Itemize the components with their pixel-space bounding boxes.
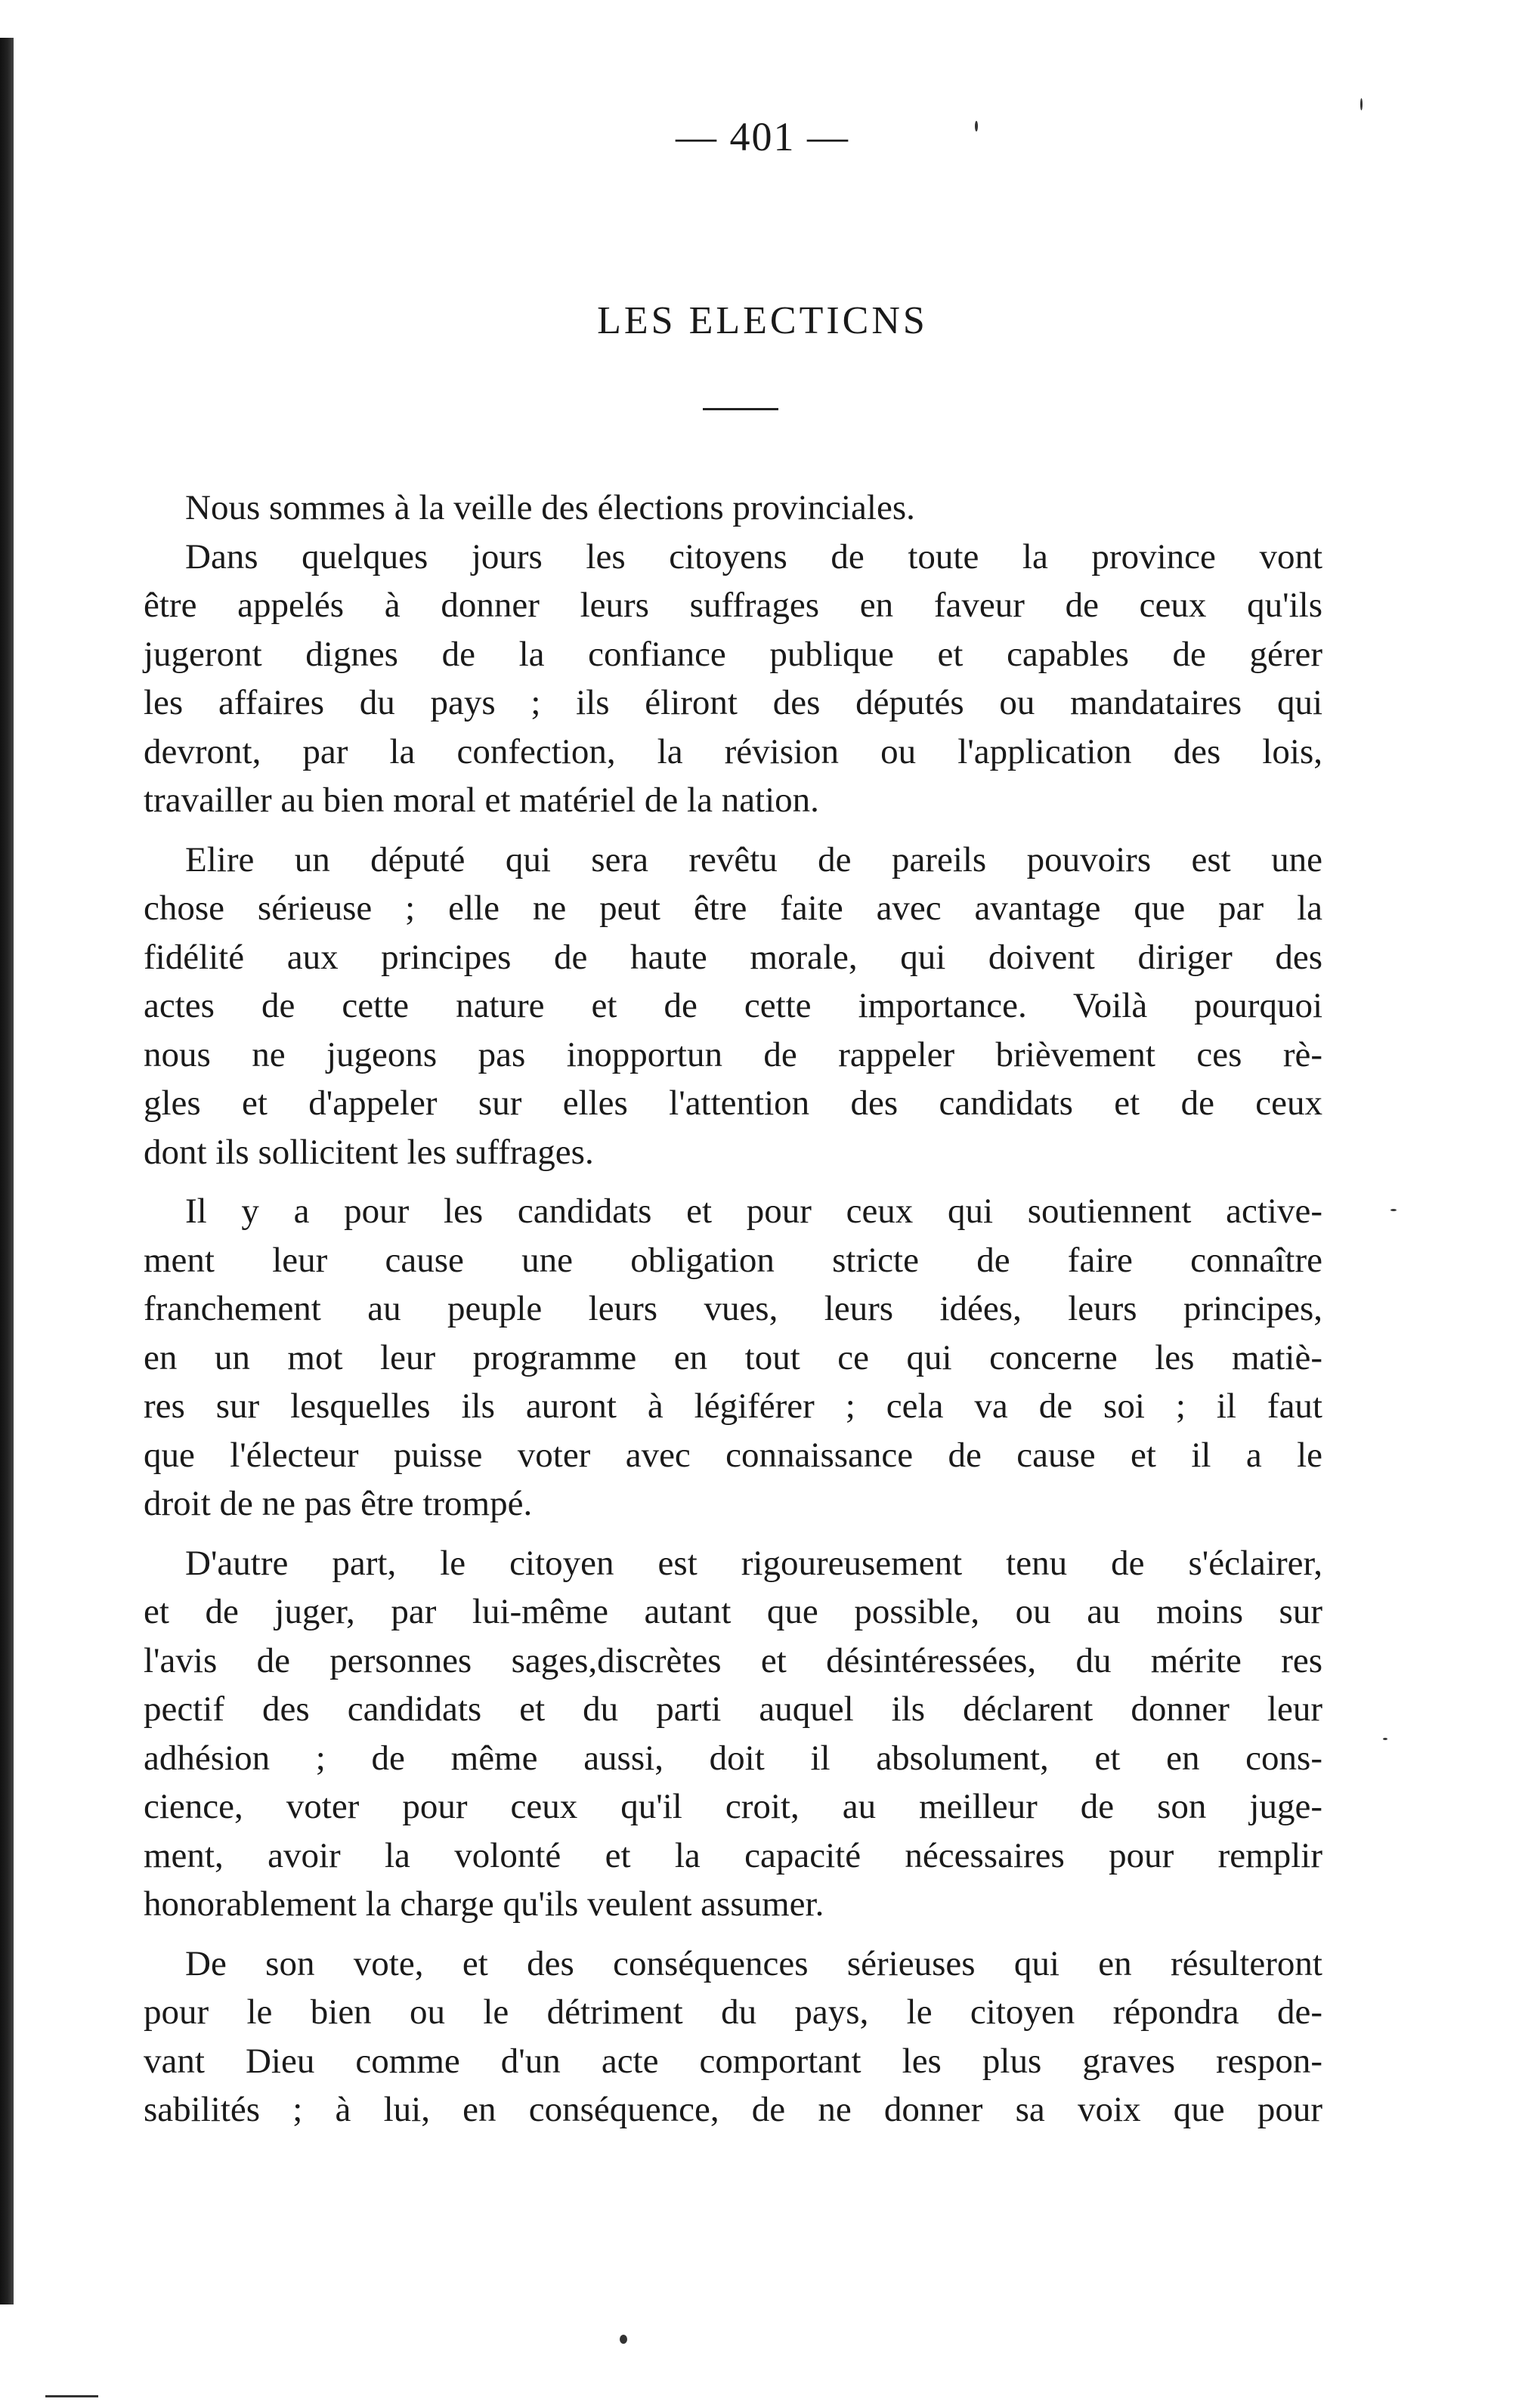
paragraph [144,1940,1322,2134]
text-line: Elire un député qui sera revêtu de pareils pouvoirs est une [185,839,1322,879]
scan-speck [45,2395,98,2397]
title-divider [703,408,778,410]
page-binding-edge [0,38,14,2304]
scan-speck [1360,98,1363,110]
text-line: res sur lesquelles ils auront à légiférer ; cela va de soi ; il faut [144,1386,1322,1426]
text-line: fidélité aux principes de haute morale, qui doivent diriger des [144,937,1322,977]
text-line: l'avis de personnes sages,discrètes et désintéressées, du mérite res [144,1640,1322,1680]
text-line: être appelés à donner leurs suffrages en faveur de ceux qu'ils [144,586,1322,625]
paragraph [144,533,1322,825]
scan-speck [1390,1209,1397,1211]
text-line: franchement au peuple leurs vues, leurs idées, leurs principes, [144,1289,1322,1328]
text-line: gles et d'appeler sur elles l'attention des candidats et de ceux [144,1083,1322,1123]
paragraph [144,484,1322,533]
text-line: pectif des candidats et du parti auquel ils déclarent donner leur [144,1689,1322,1729]
text-line: vant Dieu comme d'un acte comportant les plus graves respon- [144,2041,1322,2081]
text-line: chose sérieuse ; elle ne peut être faite avec avantage que par la [144,889,1322,928]
page-number: — 401 — [676,114,849,159]
text-line: De son vote, et des conséquences sérieuses qui en résulteront [185,1943,1322,1983]
paragraph [144,1539,1322,1929]
text-line: dont ils sollicitent les suffrages. [144,1132,594,1172]
scan-speck [975,121,978,131]
text-line: D'autre part, le citoyen est rigoureusement tenu de s'éclairer, [185,1543,1322,1583]
text-line: adhésion ; de même aussi, doit il absolument, et en cons- [144,1738,1322,1778]
scan-speck [1383,1738,1387,1740]
text-line: les affaires du pays ; ils éliront des députés ou mandataires qui [144,683,1322,722]
text-line: Il y a pour les candidats et pour ceux qui soutiennent active- [185,1192,1322,1231]
text-line: ment leur cause une obligation stricte de faire connaître [144,1240,1322,1280]
text-line: en un mot leur programme en tout ce qui concerne les matiè- [144,1337,1322,1377]
chapter-title: LES ELECTICNS [597,298,928,342]
text-line: ment, avoir la volonté et la capacité nécessaires pour remplir [144,1835,1322,1875]
text-line: honorablement la charge qu'ils veulent assumer. [144,1884,824,1924]
text-line: cience, voter pour ceux qu'il croit, au meilleur de son juge- [144,1787,1322,1826]
text-line: Nous sommes à la veille des élections provinciales. [185,488,915,527]
body-text [144,484,1322,2134]
text-line: nous ne jugeons pas inopportun de rappeler brièvement ces rè- [144,1034,1322,1074]
text-line: Dans quelques jours les citoyens de toute la province vont [185,536,1322,576]
text-line: jugeront dignes de la confiance publique et capables de gérer [144,634,1322,674]
text-line: sabilités ; à lui, en conséquence, de ne donner sa voix que pour [144,2090,1322,2129]
scan-speck [620,2335,627,2344]
text-line: et de juger, par lui-même autant que possible, ou au moins sur [144,1592,1322,1631]
text-line: travailler au bien moral et matériel de la nation. [144,781,819,820]
text-line: devront, par la confection, la révision ou l'application des lois, [144,731,1322,771]
text-line: droit de ne pas être trompé. [144,1484,533,1523]
text-line: actes de cette nature et de cette importance. Voilà pourquoi [144,986,1322,1025]
text-line: pour le bien ou le détriment du pays, le citoyen répondra de- [144,1992,1322,2032]
text-line: que l'électeur puisse voter avec connaissance de cause et il a le [144,1435,1322,1475]
paragraph [144,836,1322,1177]
paragraph [144,1187,1322,1529]
